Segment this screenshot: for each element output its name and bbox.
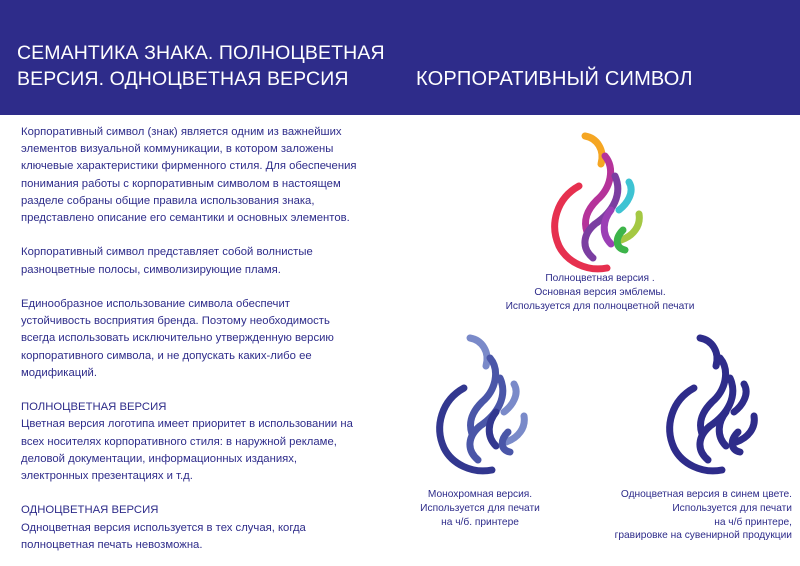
caption-line: Одноцветная версия в синем цвете. [620,489,792,500]
text-line: электронных презентациях и т.д. [21,470,193,483]
fullcolor-flame-logo [545,128,655,276]
text-line: устойчивость восприятия бренда. Поэтому необходимость [21,315,330,328]
text-line: корпоративного символа, и не допускать каких-либо ее [21,349,312,362]
flame-stripe [489,412,496,446]
text-line: понимания работы с корпоративным символом в настоящем [21,177,341,190]
caption-line: Используется для печати [420,502,540,514]
flame-stripe [585,136,602,164]
text-line: ключевые характеристики фирменного стиля. Для обеспечения [21,160,357,173]
section-title-line: СЕМАНТИКА ЗНАКА. ПОЛНОЦВЕТНАЯ [17,42,385,64]
fullcolor-caption [470,272,730,313]
text-line: всегда использовать исключительно утвержденную версию [21,332,334,345]
caption-line: Используется для печати [672,502,792,514]
text-line: представлено описание его семантики и основных элементов. [21,212,350,225]
text-line: полноцветная печать невозможна. [21,538,203,551]
text-line: Единообразное использование символа обеспечит [21,298,290,310]
text-line: Корпоративный символ (знак) является одним из важнейших [21,126,342,138]
caption-line: на ч/б принтере, [714,516,792,528]
text-line: разноцветные полосы, символизирующие пламя. [21,263,281,276]
text-line: Одноцветная версия используется в тех случая, когда [21,521,306,534]
caption-line: Основная версия эмблемы. [534,286,666,298]
description-paragraph [21,244,393,278]
text-line: всех носителях корпоративного стиля: в наружной рекламе, [21,435,337,448]
text-line: деловой документации, информационных изданиях, [21,452,298,465]
text-line: Корпоративный символ представляет собой волнистые [21,246,313,259]
flame-stripe [719,412,726,446]
monochrome-caption [400,488,560,529]
fullcolor-section [21,399,393,485]
caption-line: Монохромная версия. [427,489,533,500]
caption-line: Полноцветная версия . [545,273,655,284]
caption-line: Используется для полноцветной печати [505,300,695,312]
header-banner [0,0,800,115]
caption-line: на ч/б. принтере [441,516,519,528]
intro-paragraph [21,124,393,227]
blue-caption [560,488,792,543]
mono-heading: ОДНОЦВЕТНАЯ ВЕРСИЯ [21,504,159,517]
blue-flame-logo [660,330,770,478]
flame-stripe [470,338,487,366]
section-title [17,40,397,92]
text-line: Цветная версия логотипа имеет приоритет в использовании на [21,418,353,431]
consistency-paragraph [21,296,393,382]
mono-section [21,502,393,554]
section-title-line: ВЕРСИЯ. ОДНОЦВЕТНАЯ ВЕРСИЯ [17,68,349,90]
flame-stripe [700,338,717,366]
fullcolor-heading: ПОЛНОЦВЕТНАЯ ВЕРСИЯ [21,401,167,414]
page-title: КОРПОРАТИВНЫЙ СИМВОЛ [416,68,693,90]
caption-line: гравировке на сувенирной продукции [614,530,792,542]
text-line: разделе собраны общие правила использования знака, [21,194,315,207]
flame-stripe [604,210,611,244]
text-line: элементов визуальной коммуникации, в котором заложены [21,143,334,156]
monochrome-flame-logo [430,330,540,478]
text-line: модификаций. [21,366,98,379]
body-text [21,124,393,554]
